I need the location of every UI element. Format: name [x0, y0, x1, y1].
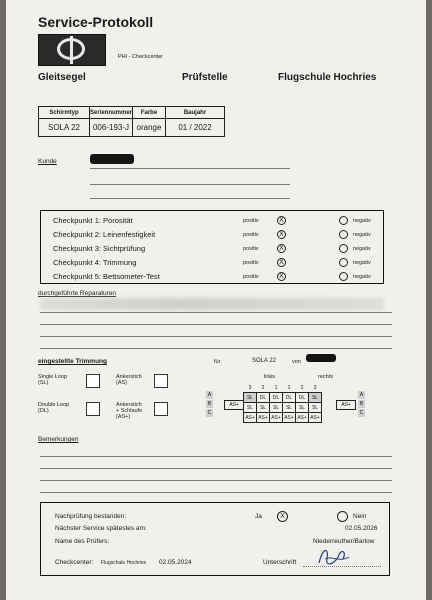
trim-cell: SL: [270, 403, 283, 413]
checkpoint-result-positive[interactable]: X: [277, 230, 286, 239]
checkcenter-label: Checkcenter:: [55, 559, 94, 566]
yes-label: Ja: [255, 513, 262, 520]
negative-label: negativ: [353, 218, 371, 224]
spec-header: Seriennummer: [90, 107, 133, 119]
header-glider-label: Gleitsegel: [38, 72, 86, 83]
checkpoint-result-positive[interactable]: X: [277, 272, 286, 281]
for-label: für: [214, 359, 221, 365]
phi-checkcenter-label: PHI - Checkcenter: [118, 54, 163, 60]
trim-cell: SL: [244, 393, 257, 403]
row-letter: A: [359, 392, 364, 398]
trim-cell: DL: [296, 393, 309, 403]
positive-label: positiv: [243, 218, 259, 224]
row-letter: B: [207, 401, 212, 407]
redacted-name: [306, 354, 336, 362]
checkpoint-label: Checkpunkt 5: Bettsometer-Test: [53, 272, 160, 281]
header-testing-label: Prüfstelle: [182, 72, 228, 83]
remarks-line: [40, 468, 392, 469]
remarks-label: Bemerkungen: [38, 436, 79, 443]
spec-header: Baujahr: [166, 107, 225, 119]
ankerstich-schlaufe-label: Ankerstich + Schlaufe (AS+): [116, 402, 143, 420]
trim-cell: SL: [257, 403, 270, 413]
row-letter: C: [207, 410, 212, 416]
trim-cell: SL: [283, 403, 296, 413]
trimming-table: [243, 383, 322, 423]
negative-label: negativ: [353, 232, 371, 238]
checkpoint-label: Checkpunkt 4: Trimmung: [53, 258, 137, 267]
single-loop-icon: [86, 374, 100, 388]
next-service-label: Nächster Service spätestes am:: [55, 525, 147, 532]
customer-label: Kunde: [38, 158, 57, 165]
next-service-date: 02.05.2026: [345, 525, 378, 532]
negative-label: negativ: [353, 246, 371, 252]
spec-header: Farbe: [133, 107, 166, 119]
protocol-sheet: [6, 0, 426, 600]
positive-label: positiv: [243, 260, 259, 266]
checkpoint-label: Checkpunkt 3: Sichtprüfung: [53, 244, 146, 253]
checkpoint-result-negative[interactable]: [339, 244, 348, 253]
spec-value-type: SOLA 22: [39, 119, 90, 137]
checkpoint-label: Checkpunkt 1: Porosität: [53, 216, 133, 225]
ankerstich-icon: [154, 374, 168, 388]
checkcenter-name: Flugschule Hochries: [101, 560, 147, 566]
phi-logo: [38, 34, 106, 66]
trim-cell: AS+: [297, 414, 307, 421]
trimming-label: eingestellte Trimmung: [38, 358, 107, 365]
checkpoint-result-positive[interactable]: X: [277, 244, 286, 253]
spec-header: Schirmtyp: [39, 107, 90, 119]
checkpoint-result-negative[interactable]: [339, 230, 348, 239]
trim-cell: AS+: [245, 414, 255, 421]
row-letter: C: [359, 410, 364, 416]
positive-label: positiv: [243, 274, 259, 280]
double-loop-icon: [86, 402, 100, 416]
examiner-name: Niederreuther/Barlow: [313, 538, 375, 545]
repairs-line: [40, 348, 392, 349]
spec-value-serial: 006-193-J: [90, 119, 133, 137]
checkpoint-result-negative[interactable]: [339, 272, 348, 281]
checkcenter-date: 02.05.2024: [159, 559, 192, 566]
trim-cell: SL: [309, 403, 322, 413]
checkpoint-result-negative[interactable]: [339, 216, 348, 225]
side-b-left: AS+: [224, 400, 244, 410]
trim-cell: DL: [257, 393, 270, 403]
checkpoint-result-positive[interactable]: X: [277, 216, 286, 225]
trimming-glider: SOLA 22: [252, 358, 277, 364]
spec-value-year: 01 / 2022: [166, 119, 225, 137]
redacted-name: [90, 154, 134, 164]
side-b-right: AS+: [336, 400, 356, 410]
header-school-label: Flugschule Hochries: [278, 72, 377, 83]
ankerstich-schlaufe-icon: [154, 402, 168, 416]
glider-spec-table: [38, 106, 225, 137]
result-box: [40, 502, 390, 576]
checkpoint-result-positive[interactable]: X: [277, 258, 286, 267]
signature-line: [303, 566, 381, 567]
trim-cell: DL: [270, 393, 283, 403]
trim-cell: SL: [244, 403, 257, 413]
trim-cell: AS+: [310, 414, 320, 421]
row-letter: B: [359, 401, 364, 407]
column-number: 2: [261, 384, 265, 391]
repairs-line: [40, 336, 392, 337]
passed-label: Nachprüfung bestanden:: [55, 513, 127, 520]
customer-line: [90, 168, 290, 169]
from-label: von: [292, 359, 301, 365]
checkpoint-result-negative[interactable]: [339, 258, 348, 267]
remarks-line: [40, 456, 392, 457]
ankerstich-label: Ankerstich (AS): [116, 374, 142, 386]
left-label: links: [264, 374, 276, 380]
remarks-line: [40, 492, 392, 493]
single-loop-label: Single Loop (SL): [38, 374, 68, 386]
passed-yes-checkbox[interactable]: X: [277, 511, 288, 522]
positive-label: positiv: [243, 232, 259, 238]
positive-label: positiv: [243, 246, 259, 252]
repairs-label: durchgeführte Reparaturen: [38, 290, 117, 297]
document-title: Service-Protokoll: [38, 14, 154, 30]
remarks-line: [40, 480, 392, 481]
column-number: 2: [300, 384, 304, 391]
row-letter: A: [207, 392, 212, 398]
trim-cell: AS+: [271, 414, 281, 421]
no-label: Nein: [353, 513, 367, 520]
signature-label: Unterschrift: [263, 559, 297, 566]
spec-value-color: orange: [133, 119, 166, 137]
paper-shadow: [40, 298, 384, 310]
negative-label: negativ: [353, 274, 371, 280]
repairs-line: [40, 312, 392, 313]
right-label: rechts: [318, 374, 333, 380]
column-number: 3: [248, 384, 252, 391]
repairs-line: [40, 324, 392, 325]
customer-line: [90, 198, 290, 199]
checkpoints-box: [40, 210, 384, 284]
trim-cell: DL: [283, 393, 296, 403]
passed-no-checkbox[interactable]: [337, 511, 348, 522]
negative-label: negativ: [353, 260, 371, 266]
column-number: 3: [313, 384, 317, 391]
checkpoint-label: Checkpunkt 2: Leinenfestigkeit: [53, 230, 156, 239]
column-number: 1: [274, 384, 278, 391]
trim-cell: SL: [309, 393, 322, 403]
column-number: 1: [287, 384, 291, 391]
trim-cell: AS+: [284, 414, 294, 421]
trim-cell: AS+: [258, 414, 268, 421]
double-loop-label: Double Loop (DL): [38, 402, 70, 414]
examiner-label: Name des Prüfers:: [55, 538, 110, 545]
trim-cell: SL: [296, 403, 309, 413]
customer-line: [90, 184, 290, 185]
